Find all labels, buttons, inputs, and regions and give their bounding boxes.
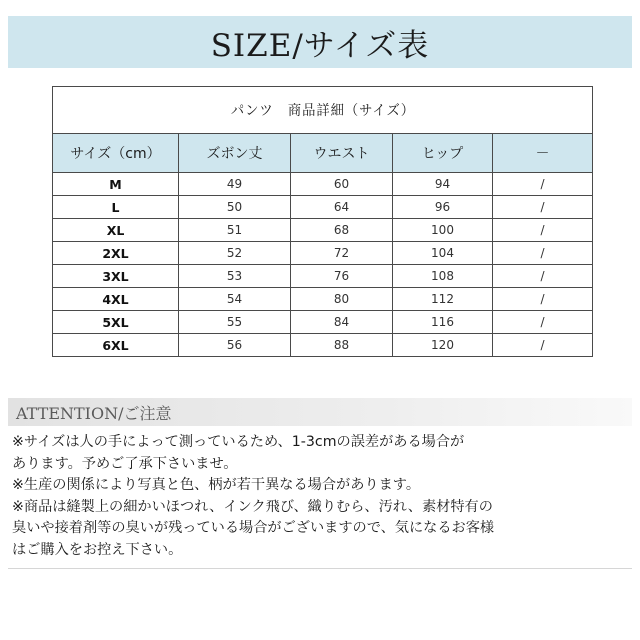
- length-cell: 52: [179, 242, 291, 265]
- length-cell: 56: [179, 334, 291, 357]
- table-row: [53, 334, 593, 357]
- other-cell: /: [493, 334, 593, 357]
- waist-cell: 64: [291, 196, 393, 219]
- hip-cell: 116: [393, 311, 493, 334]
- table-body: [53, 173, 593, 357]
- table-caption: パンツ 商品詳細（サイズ）: [53, 87, 593, 134]
- length-cell: 55: [179, 311, 291, 334]
- other-cell: /: [493, 288, 593, 311]
- table-row: [53, 311, 593, 334]
- hip-cell: 96: [393, 196, 493, 219]
- table-row: [53, 219, 593, 242]
- length-cell: 50: [179, 196, 291, 219]
- table-row: [53, 265, 593, 288]
- header-other: －: [493, 134, 593, 173]
- table-header-row: [53, 134, 593, 173]
- attention-notes: [12, 432, 632, 561]
- other-cell: /: [493, 196, 593, 219]
- other-cell: /: [493, 265, 593, 288]
- waist-cell: 68: [291, 219, 393, 242]
- header-size: サイズ（cm）: [53, 134, 179, 173]
- length-cell: 49: [179, 173, 291, 196]
- hip-cell: 94: [393, 173, 493, 196]
- attention-bar: [8, 398, 632, 426]
- attention-title: ATTENTION/ご注意: [16, 403, 172, 423]
- size-cell: 3XL: [53, 265, 179, 288]
- hip-cell: 112: [393, 288, 493, 311]
- table-row: [53, 173, 593, 196]
- size-cell: XL: [53, 219, 179, 242]
- note-line: あります。予めご了承下さいませ。: [12, 455, 238, 472]
- length-cell: 54: [179, 288, 291, 311]
- waist-cell: 60: [291, 173, 393, 196]
- size-cell: 2XL: [53, 242, 179, 265]
- note-line: ※商品は縫製上の細かいほつれ、インク飛び、織りむら、汚れ、素材特有の: [12, 498, 493, 515]
- length-cell: 51: [179, 219, 291, 242]
- size-chart-banner: [8, 16, 632, 68]
- size-cell: M: [53, 173, 179, 196]
- other-cell: /: [493, 311, 593, 334]
- table-row: [53, 242, 593, 265]
- other-cell: /: [493, 173, 593, 196]
- hip-cell: 100: [393, 219, 493, 242]
- size-cell: 5XL: [53, 311, 179, 334]
- header-length: ズボン丈: [179, 134, 291, 173]
- size-cell: 6XL: [53, 334, 179, 357]
- hip-cell: 120: [393, 334, 493, 357]
- hip-cell: 108: [393, 265, 493, 288]
- other-cell: /: [493, 242, 593, 265]
- table-row: [53, 288, 593, 311]
- waist-cell: 76: [291, 265, 393, 288]
- note-line: ※生産の関係により写真と色、柄が若干異なる場合があります。: [12, 477, 421, 493]
- header-waist: ウエスト: [291, 134, 393, 173]
- bottom-divider: [8, 568, 632, 569]
- size-table: [52, 86, 593, 357]
- note-line: 臭いや接着剤等の臭いが残っている場合がございますので、気になるお客様: [12, 520, 495, 536]
- header-hip: ヒップ: [393, 134, 493, 173]
- size-cell: 4XL: [53, 288, 179, 311]
- table-caption-row: [53, 87, 593, 134]
- waist-cell: 72: [291, 242, 393, 265]
- length-cell: 53: [179, 265, 291, 288]
- waist-cell: 88: [291, 334, 393, 357]
- size-cell: L: [53, 196, 179, 219]
- hip-cell: 104: [393, 242, 493, 265]
- size-chart-title: SIZE/サイズ表: [210, 27, 430, 64]
- table-row: [53, 196, 593, 219]
- note-line: はご購入をお控え下さい。: [12, 541, 183, 558]
- waist-cell: 80: [291, 288, 393, 311]
- waist-cell: 84: [291, 311, 393, 334]
- other-cell: /: [493, 219, 593, 242]
- note-line: ※サイズは人の手によって測っているため、1-3cmの誤差がある場合が: [12, 434, 465, 450]
